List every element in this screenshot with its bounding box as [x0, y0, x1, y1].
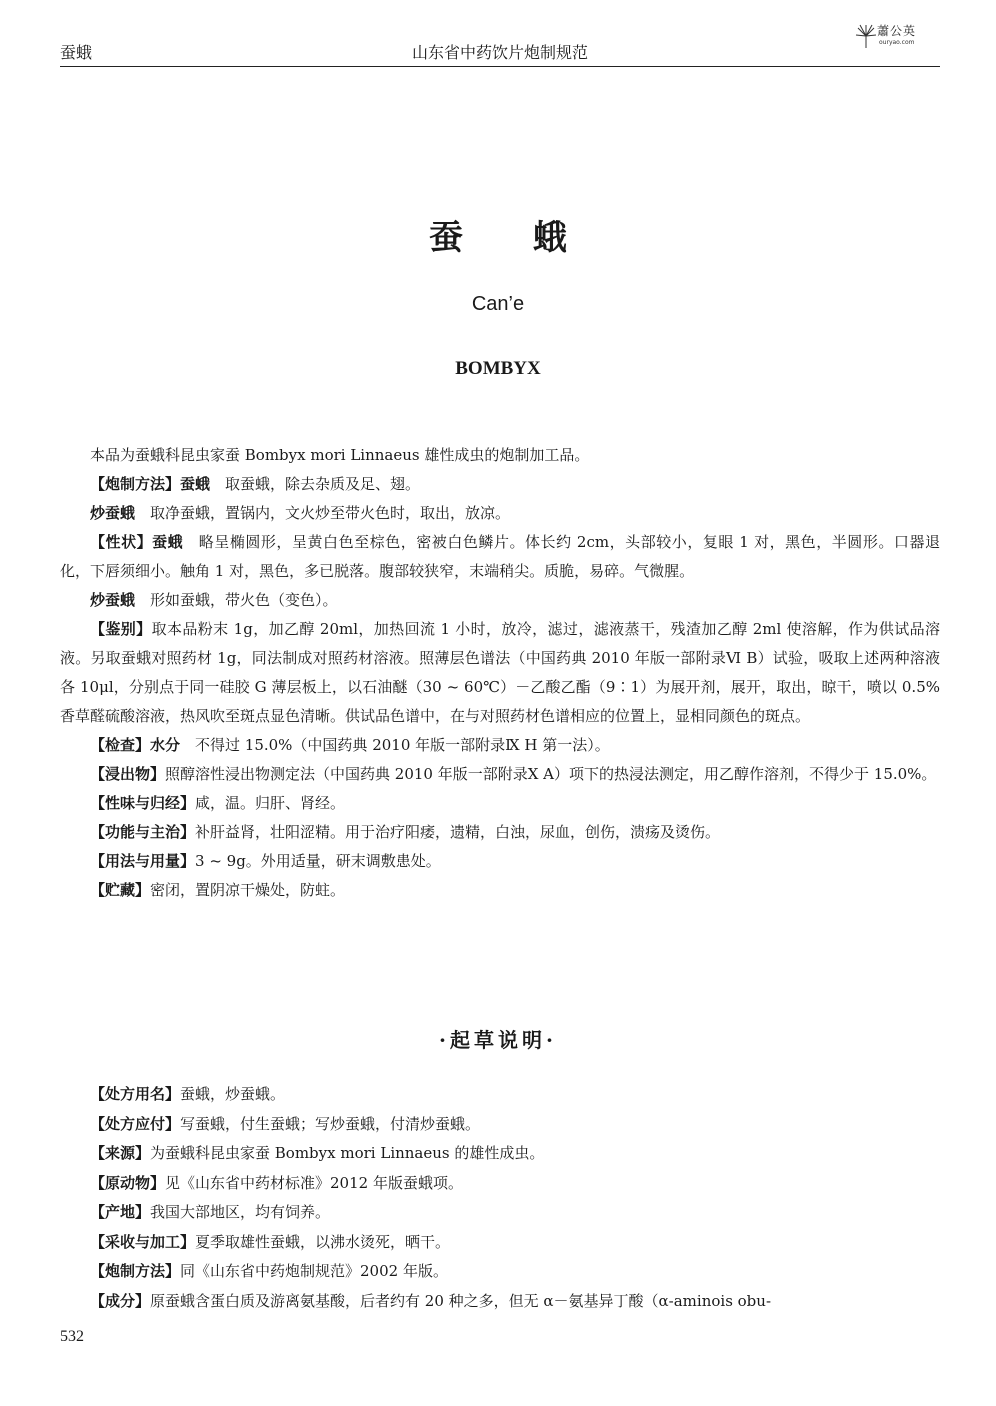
monograph-latin-name: BOMBYX	[455, 358, 541, 379]
site-logo	[855, 22, 945, 50]
header-left-title: 蚕蛾	[60, 43, 93, 62]
note-composition: 【成分】原蚕蛾含蛋白质及游离氨基酸，后者约有 20 种之多，但无 α－氨基异丁酸（α-aminois obu-	[90, 1291, 772, 1310]
drafting-notes-heading: ·起草说明·	[439, 1028, 557, 1052]
paragraph-processing: 【炮制方法】蚕蛾 取蚕蛾，除去杂质及足、翅。	[90, 475, 421, 493]
dandelion-logo-icon	[855, 24, 877, 48]
note-dispensing: 【处方应付】写蚕蛾，付生蚕蛾；写炒蚕蛾，付清炒蚕蛾。	[90, 1114, 481, 1133]
paragraph-fried-description: 炒蚕蛾 形如蚕蛾，带火色（变色）。	[90, 591, 338, 609]
note-origin: 【产地】我国大部地区，均有饲养。	[90, 1203, 331, 1221]
paragraph-examination: 【检查】水分 不得过 15.0%（中国药典 2010 年版一部附录Ⅸ H 第一法）。	[90, 736, 610, 754]
page-number: 532	[60, 1328, 84, 1345]
note-prescription-name: 【处方用名】蚕蛾，炒蚕蛾。	[90, 1085, 286, 1103]
note-source: 【来源】为蚕蛾科昆虫家蚕 Bombyx mori Linnaeus 的雄性成虫。	[90, 1144, 545, 1162]
monograph-title: 蚕蛾	[429, 218, 637, 258]
paragraph-fried-processing: 炒蚕蛾 取净蚕蛾，置锅内，文火炒至带火色时，取出，放凉。	[90, 504, 511, 522]
monograph-pinyin: Can’e	[471, 293, 525, 315]
paragraph-storage: 【贮藏】密闭，置阴凉干燥处，防蛀。	[90, 881, 346, 899]
paragraph-extractives: 【浸出物】照醇溶性浸出物测定法（中国药典 2010 年版一部附录Ⅹ A）项下的热浸法测定，用乙醇作溶剂，不得少于 15.0%。	[90, 765, 937, 783]
logo-chinese-text: 蕭公英	[877, 24, 917, 38]
note-original-animal: 【原动物】见《山东省中药材标准》2012 年版蚕蛾项。	[90, 1173, 463, 1192]
paragraph-functions: 【功能与主治】补肝益肾，壮阳涩精。用于治疗阳痿，遗精，白浊，尿血，创伤，溃疡及烫伤。	[90, 823, 721, 841]
running-header	[60, 38, 940, 67]
logo-url-text: ouryao.com	[879, 39, 915, 46]
paragraph-intro: 本品为蚕蛾科昆虫家蚕 Bombyx mori Linnaeus 雄性成虫的炮制加工品。	[90, 446, 590, 464]
monograph-body	[60, 441, 940, 905]
paragraph-dosage: 【用法与用量】3 ~ 9g。外用适量，研末调敷患处。	[90, 852, 441, 870]
note-processing: 【炮制方法】同《山东省中药炮制规范》2002 年版。	[90, 1262, 448, 1280]
paragraph-property-meridian: 【性味与归经】咸，温。归肝、肾经。	[90, 794, 346, 812]
drafting-notes	[60, 1080, 940, 1316]
paragraph-description: 【性状】蚕蛾 略呈椭圆形，呈黄白色至棕色，密被白色鳞片。体长约 2cm，头部较小，复眼 1 对，黑色，半圆形。口器退化，下唇须细小。触角 1 对，黑色，多已脱落。腹部较狭窄，末端稍尖。质脆，易碎。气微腥。	[60, 533, 940, 580]
note-collection: 【采收与加工】夏季取雄性蚕蛾，以沸水烫死，晒干。	[90, 1232, 451, 1251]
header-book-title: 山东省中药饮片炮制规范	[411, 43, 588, 62]
paragraph-identification: 【鉴别】取本品粉末 1g，加乙醇 20ml，加热回流 1 小时，放冷，滤过，滤液蒸干，残渣加乙醇 2ml 使溶解，作为供试品溶液。另取蚕蛾对照药材 1g，同法制成对照药材溶液。照薄层色谱法（中国药典 2010 年版一部附录Ⅵ B）试验，吸取上述两种溶液各 10μl，分别点于同一硅胶 G 薄层板上，以石油醚（30 ~ 60℃）－乙酸乙酯（9∶1）为展开剂，展开，取出，晾干，喷以 0.5% 香草醛硫酸溶液，热风吹至斑点显色清晰。供试品色谱中，在与对照药材色谱相应的位置上，显相同颜色的斑点。	[60, 620, 940, 725]
